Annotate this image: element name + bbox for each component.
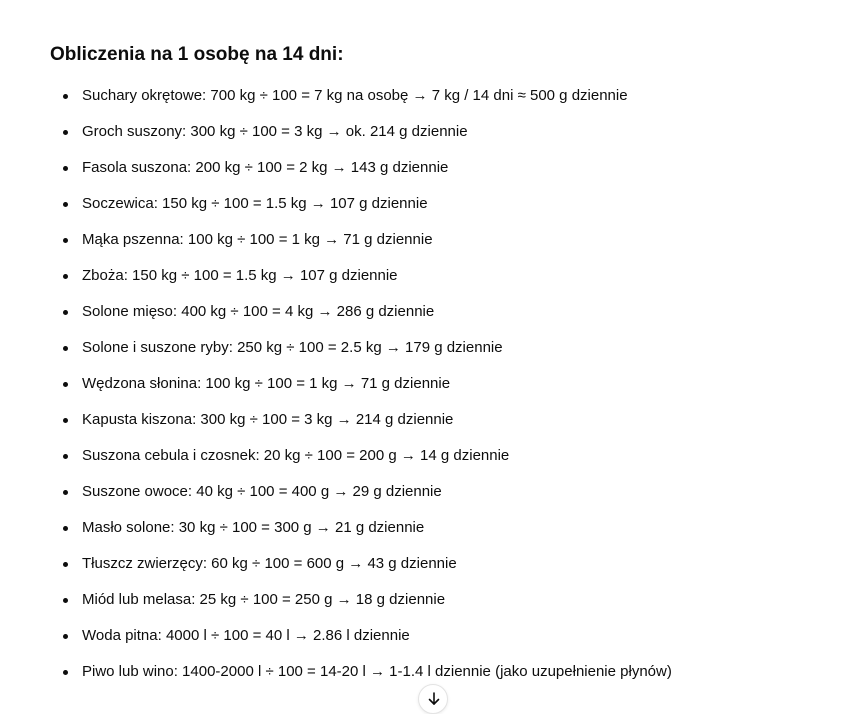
bullet-dot: [63, 562, 68, 567]
list-item: [50, 114, 845, 150]
list-item: [50, 78, 845, 114]
arrow-down-icon: [426, 691, 442, 707]
bullet-dot: [63, 490, 68, 495]
bullet-dot: [63, 670, 68, 675]
list-item-text: Mąka pszenna: 100 kg ÷ 100 = 1 kg → 71 g dziennie: [82, 231, 433, 248]
bullet-dot: [63, 94, 68, 99]
calculation-list: [50, 78, 845, 690]
list-item-text: Suszona cebula i czosnek: 20 kg ÷ 100 = 200 g → 14 g dziennie: [82, 447, 510, 464]
list-item-text: Piwo lub wino: 1400-2000 l ÷ 100 = 14-20 l → 1-1.4 l dziennie (jako uzupełnienie płynów): [82, 663, 672, 680]
list-item: [50, 654, 845, 690]
list-item: [50, 618, 845, 654]
list-item-text: Fasola suszona: 200 kg ÷ 100 = 2 kg → 143 g dziennie: [82, 159, 449, 176]
bullet-dot: [63, 238, 68, 243]
bullet-dot: [63, 634, 68, 639]
list-item-text: Suszone owoce: 40 kg ÷ 100 = 400 g → 29 g dziennie: [82, 483, 442, 500]
bullet-dot: [63, 130, 68, 135]
bullet-dot: [63, 346, 68, 351]
list-item: [50, 330, 845, 366]
chat-message-content: [50, 40, 845, 690]
bullet-dot: [63, 454, 68, 459]
list-item-text: Suchary okrętowe: 700 kg ÷ 100 = 7 kg na osobę → 7 kg / 14 dni ≈ 500 g dziennie: [82, 87, 628, 104]
bullet-dot: [63, 166, 68, 171]
list-item: [50, 222, 845, 258]
list-item: [50, 150, 845, 186]
bullet-dot: [63, 202, 68, 207]
list-item-text: Masło solone: 30 kg ÷ 100 = 300 g → 21 g dziennie: [82, 519, 425, 536]
list-item-text: Solone mięso: 400 kg ÷ 100 = 4 kg → 286 g dziennie: [82, 303, 435, 320]
list-item: [50, 186, 845, 222]
list-item-text: Wędzona słonina: 100 kg ÷ 100 = 1 kg → 71 g dziennie: [82, 375, 451, 392]
bullet-dot: [63, 274, 68, 279]
bullet-dot: [63, 310, 68, 315]
list-item: [50, 510, 845, 546]
list-item: [50, 582, 845, 618]
list-item-text: Zboża: 150 kg ÷ 100 = 1.5 kg → 107 g dziennie: [82, 267, 398, 284]
list-item-text: Groch suszony: 300 kg ÷ 100 = 3 kg → ok. 214 g dziennie: [82, 123, 468, 140]
list-item-text: Kapusta kiszona: 300 kg ÷ 100 = 3 kg → 214 g dziennie: [82, 411, 454, 428]
list-item: [50, 402, 845, 438]
list-item: [50, 438, 845, 474]
list-item-text: Woda pitna: 4000 l ÷ 100 = 40 l → 2.86 l dziennie: [82, 627, 410, 644]
list-item-text: Miód lub melasa: 25 kg ÷ 100 = 250 g → 18 g dziennie: [82, 591, 446, 608]
list-item: [50, 366, 845, 402]
list-item: [50, 474, 845, 510]
bullet-dot: [63, 526, 68, 531]
list-item: [50, 258, 845, 294]
list-item-text: Soczewica: 150 kg ÷ 100 = 1.5 kg → 107 g dziennie: [82, 195, 428, 212]
list-item: [50, 546, 845, 582]
bullet-dot: [63, 418, 68, 423]
list-item-text: Solone i suszone ryby: 250 kg ÷ 100 = 2.5 kg → 179 g dziennie: [82, 339, 503, 356]
list-item: [50, 294, 845, 330]
bullet-dot: [63, 382, 68, 387]
bullet-dot: [63, 598, 68, 603]
list-item-text: Tłuszcz zwierzęcy: 60 kg ÷ 100 = 600 g → 43 g dziennie: [82, 555, 457, 572]
section-heading: Obliczenia na 1 osobę na 14 dni:: [50, 44, 344, 65]
